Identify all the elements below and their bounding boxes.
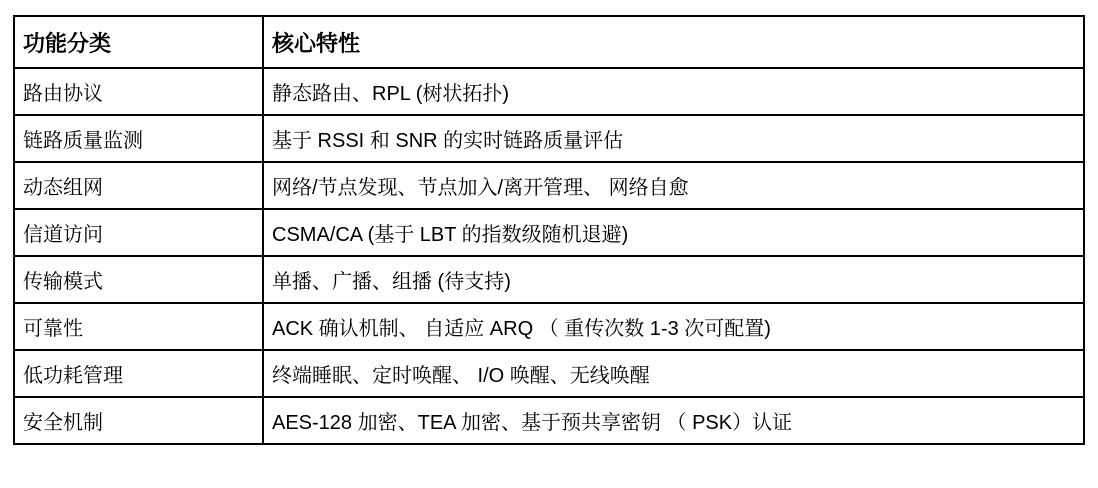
features-cell: 基于 RSSI 和 SNR 的实时链路质量评估 xyxy=(263,115,1084,162)
header-cell-features: 核心特性 xyxy=(263,16,1084,68)
features-table xyxy=(13,15,1085,445)
category-cell: 低功耗管理 xyxy=(14,350,263,397)
features-cell: 网络/节点发现、节点加入/离开管理、 网络自愈 xyxy=(263,162,1084,209)
table-row xyxy=(14,256,1084,303)
category-cell: 传输模式 xyxy=(14,256,263,303)
header-cell-category: 功能分类 xyxy=(14,16,263,68)
table-row xyxy=(14,350,1084,397)
table-body xyxy=(14,68,1084,444)
features-cell: 终端睡眠、定时唤醒、 I/O 唤醒、无线唤醒 xyxy=(263,350,1084,397)
category-cell: 安全机制 xyxy=(14,397,263,444)
table-row xyxy=(14,162,1084,209)
category-cell: 信道访问 xyxy=(14,209,263,256)
features-cell: ACK 确认机制、 自适应 ARQ （ 重传次数 1-3 次可配置) xyxy=(263,303,1084,350)
table-row xyxy=(14,397,1084,444)
table-header xyxy=(14,16,1084,68)
category-cell: 链路质量监测 xyxy=(14,115,263,162)
category-cell: 动态组网 xyxy=(14,162,263,209)
features-cell: AES-128 加密、TEA 加密、基于预共享密钥 （ PSK）认证 xyxy=(263,397,1084,444)
header-row xyxy=(14,16,1084,68)
features-cell: CSMA/CA (基于 LBT 的指数级随机退避) xyxy=(263,209,1084,256)
table-row xyxy=(14,303,1084,350)
table-row xyxy=(14,115,1084,162)
category-cell: 可靠性 xyxy=(14,303,263,350)
table-row xyxy=(14,68,1084,115)
features-cell: 单播、广播、组播 (待支持) xyxy=(263,256,1084,303)
features-cell: 静态路由、RPL (树状拓扑) xyxy=(263,68,1084,115)
table-row xyxy=(14,209,1084,256)
category-cell: 路由协议 xyxy=(14,68,263,115)
